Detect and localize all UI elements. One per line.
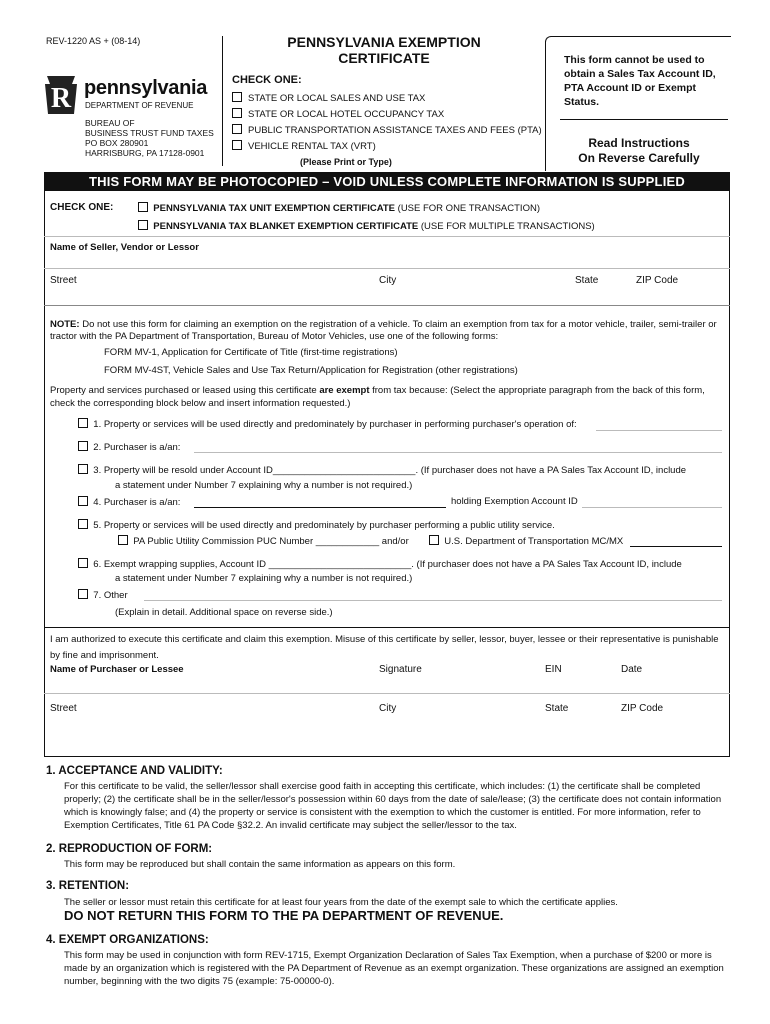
checkbox[interactable]	[78, 496, 88, 506]
section-1-title: 1. ACCEPTANCE AND VALIDITY:	[46, 765, 223, 777]
checkbox[interactable]	[232, 108, 242, 118]
purchaser-state-label: State	[545, 703, 569, 714]
mailing-address	[85, 118, 214, 158]
exemption-intro: Property and services purchased or leased using this certificate are exempt from tax because: (Select the appropriate paragraph from the back of this form, check the corresponding block below and insert information requested.)	[50, 385, 705, 409]
purchaser-name-label: Name of Purchaser or Lessee	[50, 664, 184, 675]
purchaser-city-label: City	[379, 703, 397, 714]
date-label: Date	[621, 664, 643, 675]
reason-item-1[interactable]: 1. Property or services will be used directly and predominately by purchaser in performing purchaser's operation of:	[78, 418, 577, 430]
checkbox[interactable]	[78, 558, 88, 568]
purchaser-type-field-4[interactable]	[194, 507, 446, 508]
title-line-1: PENNSYLVANIA EXEMPTION	[287, 34, 481, 50]
print-note: (Please Print or Type)	[300, 157, 392, 167]
checkbox[interactable]	[78, 418, 88, 428]
reason-item-2[interactable]: 2. Purchaser is a/an:	[78, 441, 180, 453]
photocopy-banner: THIS FORM MAY BE PHOTOCOPIED – VOID UNLESS COMPLETE INFORMATION IS SUPPLIED	[44, 172, 730, 191]
header-divider	[222, 36, 223, 166]
seller-city-label: City	[379, 275, 397, 286]
read-instructions: Read Instructions On Reverse Carefully	[578, 136, 700, 165]
divider	[44, 236, 730, 237]
reason-item-4[interactable]: 4. Purchaser is a/an:	[78, 496, 180, 508]
dot-mc-option[interactable]: U.S. Department of Transportation MC/MX	[429, 535, 623, 547]
divider	[44, 627, 730, 628]
section-3-body: The seller or lessor must retain this certificate for at least four years from the date of the exempt sale to which the certificate applies.	[64, 897, 618, 908]
notice-text: This form cannot be used to obtain a Sales Tax Account ID, PTA Account ID or Exempt Status.	[564, 54, 716, 108]
title-line-2: CERTIFICATE	[338, 50, 430, 66]
tax-type-heading: CHECK ONE:	[232, 74, 302, 86]
operation-field[interactable]	[596, 430, 722, 431]
tax-option-sales-use[interactable]: STATE OR LOCAL SALES AND USE TAX	[232, 92, 425, 104]
tax-option-hotel[interactable]: STATE OR LOCAL HOTEL OCCUPANCY TAX	[232, 108, 444, 120]
cert-option-blanket[interactable]: PENNSYLVANIA TAX BLANKET EXEMPTION CERTIFICATE (USE FOR MULTIPLE TRANSACTIONS)	[138, 220, 595, 232]
seller-zip-label: ZIP Code	[636, 275, 679, 286]
checkbox[interactable]	[429, 535, 439, 545]
checkbox[interactable]	[118, 535, 128, 545]
do-not-return-warning: DO NOT RETURN THIS FORM TO THE PA DEPARTMENT OF REVENUE.	[64, 908, 504, 923]
dot-mc-field[interactable]	[630, 546, 722, 547]
reason-item-3[interactable]: 3. Property will be resold under Account ID___________________________. (If purchaser does not have a PA Sales Tax Account ID, include	[78, 464, 686, 476]
address-line: BUREAU OF	[85, 118, 135, 128]
vehicle-note: NOTE: Do not use this form for claiming an exemption on the registration of a vehicle. To claim an exemption from tax for a motor vehicle, trailer, semi-trailer or tractor with the PA Department of Transportation, Bureau of Motor Vehicles, use one of the following forms:	[50, 319, 717, 342]
check-one-label: CHECK ONE:	[50, 202, 114, 213]
section-4-body: This form may be used in conjunction with form REV-1715, Exempt Organization Declaration of Sales Tax Exemption, when a purchase of $200 or more is made by an organization which is registered with the PA Department of Revenue as an exempt organization. These organizations are assigned an exemption number, beginning with the two digits 75 (example: 75-00000-0).	[64, 950, 724, 987]
purchaser-street-label: Street	[50, 703, 77, 714]
purchaser-zip-label: ZIP Code	[621, 703, 664, 714]
seller-name-field[interactable]	[44, 268, 730, 269]
signature-label: Signature	[379, 664, 422, 675]
seller-name-label: Name of Seller, Vendor or Lessor	[50, 242, 199, 253]
section-3-title: 3. RETENTION:	[46, 880, 130, 892]
form-mv1: FORM MV-1, Application for Certificate of Title (first-time registrations)	[104, 347, 398, 358]
purchaser-name-field[interactable]	[44, 693, 730, 694]
checkbox[interactable]	[232, 92, 242, 102]
cert-option-unit[interactable]: PENNSYLVANIA TAX UNIT EXEMPTION CERTIFICATE (USE FOR ONE TRANSACTION)	[138, 202, 540, 214]
checkbox[interactable]	[78, 589, 88, 599]
form-mv4st: FORM MV-4ST, Vehicle Sales and Use Tax Return/Application for Registration (other registrations)	[104, 365, 518, 376]
checkbox[interactable]	[78, 464, 88, 474]
logo-letter: R	[50, 83, 72, 114]
address-line: HARRISBURG, PA 17128-0901	[85, 148, 205, 158]
reason-item-6-note: a statement under Number 7 explaining why a number is not required.)	[115, 573, 413, 584]
section-1-body: For this certificate to be valid, the seller/lessor shall exercise good faith in accepting this certificate, which includes: (1) the certificate shall be completed properly; (2) the certificate shall be in the seller/lessor's possession within 60 days from the date of sale/lease; (3) the certificate does not contain information which is knowingly false; and (4) the property or service is consistent with the exemption to which the customer is entitled. For more information, refer to Exemption Certificates, Title 61 PA Code §32.2. An invalid certificate may subject the seller/lessor to the tax.	[64, 781, 722, 831]
checkbox[interactable]	[78, 441, 88, 451]
reason-item-7[interactable]: 7. Other	[78, 589, 128, 601]
logo-name: pennsylvania	[84, 77, 208, 99]
tax-option-pta[interactable]: PUBLIC TRANSPORTATION ASSISTANCE TAXES AND FEES (PTA)	[232, 124, 542, 136]
address-line: BUSINESS TRUST FUND TAXES	[85, 128, 214, 138]
exemption-account-label: holding Exemption Account ID	[451, 496, 578, 507]
notice-divider	[560, 119, 728, 120]
checkbox[interactable]	[138, 202, 148, 212]
reason-item-5[interactable]: 5. Property or services will be used directly and predominately by purchaser performing a public utility service.	[78, 519, 555, 531]
logo-department: DEPARTMENT OF REVENUE	[85, 101, 194, 110]
other-explain-note: (Explain in detail. Additional space on reverse side.)	[115, 607, 333, 618]
tax-option-vrt[interactable]: VEHICLE RENTAL TAX (VRT)	[232, 140, 376, 152]
checkbox[interactable]	[232, 140, 242, 150]
pa-revenue-logo	[44, 75, 234, 115]
authorization-statement: I am authorized to execute this certificate and claim this exemption. Misuse of this certificate by seller, lessor, buyer, lessee or their representative is punishable by fine and imprisonment.	[50, 634, 719, 661]
section-2-title: 2. REPRODUCTION OF FORM:	[46, 843, 213, 855]
exemption-account-field[interactable]	[582, 507, 722, 508]
checkbox[interactable]	[138, 220, 148, 230]
page-title	[225, 34, 543, 66]
address-line: PO BOX 280901	[85, 138, 149, 148]
seller-address-field[interactable]	[44, 305, 730, 306]
checkbox[interactable]	[232, 124, 242, 134]
other-reason-field[interactable]	[144, 600, 722, 601]
checkbox[interactable]	[78, 519, 88, 529]
keystone-icon	[44, 75, 78, 115]
reason-item-3-note: a statement under Number 7 explaining why a number is not required.)	[115, 480, 413, 491]
puc-number-option[interactable]: PA Public Utility Commission PUC Number ____________ and/or	[118, 535, 409, 547]
purchaser-type-field[interactable]	[194, 452, 722, 453]
ein-label: EIN	[545, 664, 562, 675]
notice-box	[545, 36, 731, 171]
seller-state-label: State	[575, 275, 599, 286]
section-4-title: 4. EXEMPT ORGANIZATIONS:	[46, 934, 209, 946]
section-2-body: This form may be reproduced but shall contain the same information as appears on this form.	[64, 859, 456, 870]
seller-street-label: Street	[50, 275, 77, 286]
reason-item-6[interactable]: 6. Exempt wrapping supplies, Account ID ___________________________. (If purchaser does not have a PA Sales Tax Account ID, include	[78, 558, 682, 570]
form-code: REV-1220 AS + (08-14)	[46, 36, 141, 46]
